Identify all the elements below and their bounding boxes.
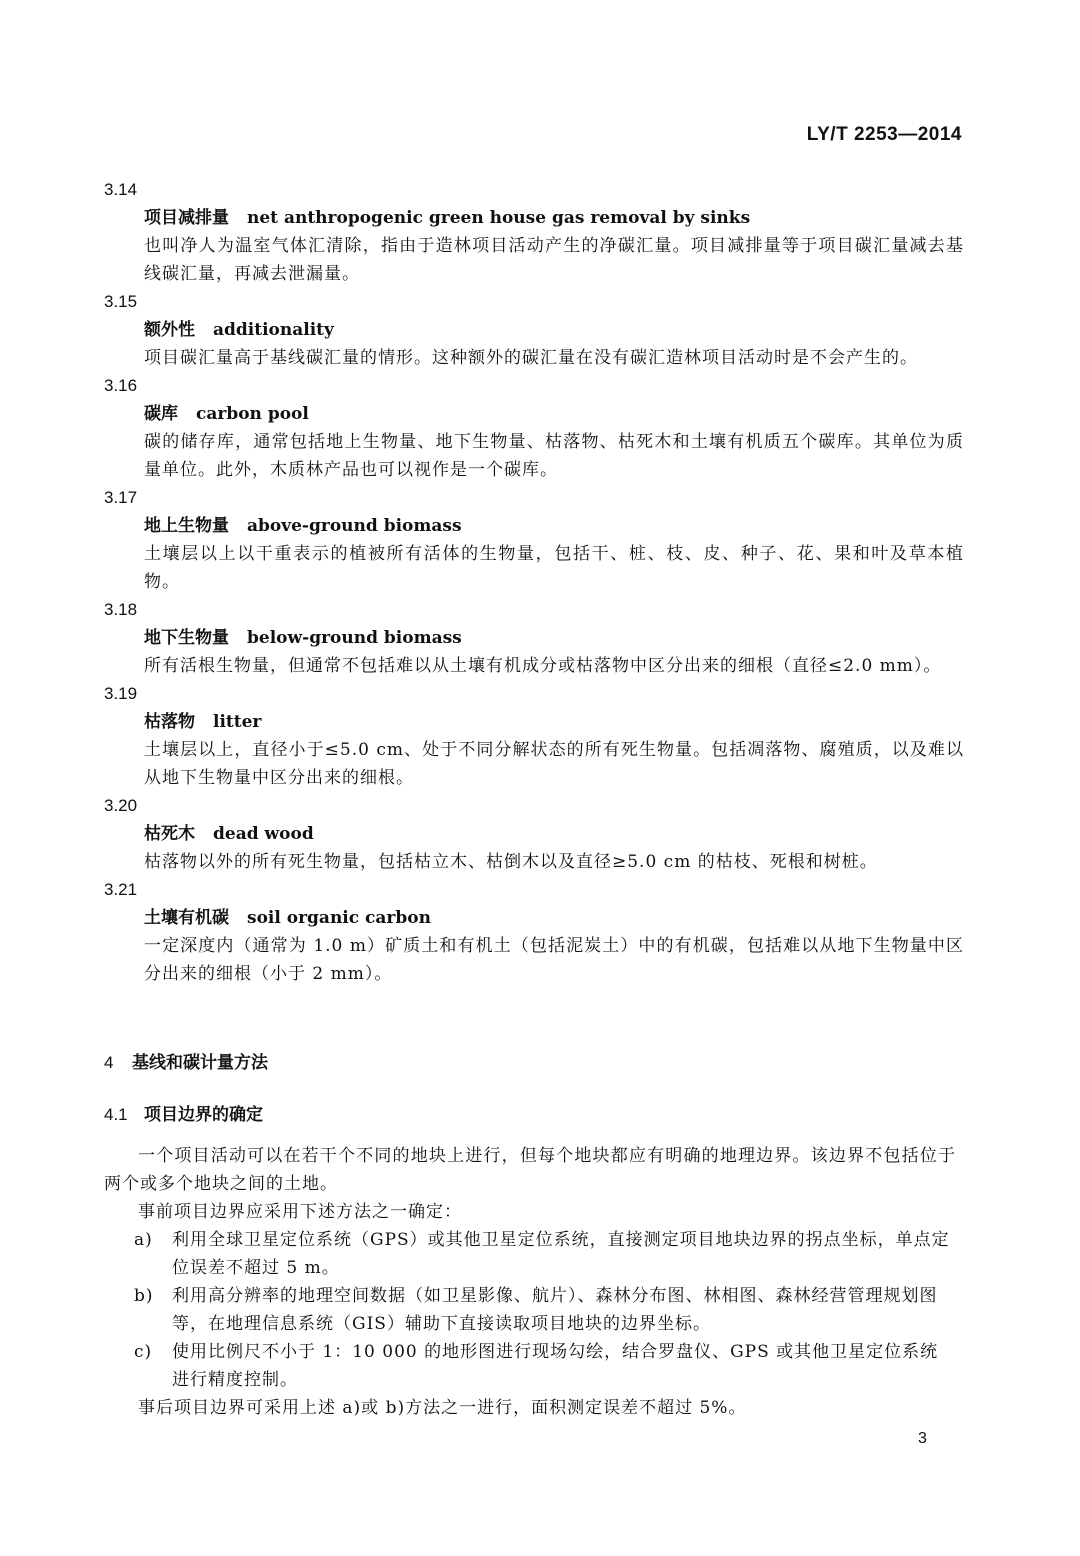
term-cn: 枯死木 [144, 824, 195, 844]
term-definition: 碳的储存库，通常包括地上生物量、地下生物量、枯落物、枯死木和土壤有机质五个碳库。其单位为质量单位。此外，木质林产品也可以视作是一个碳库。 [144, 432, 964, 480]
term-en: soil organic carbon [247, 908, 431, 928]
term-en: dead wood [213, 824, 314, 844]
term-en: carbon pool [196, 404, 309, 424]
term-number: 3.21 [104, 880, 138, 899]
section-heading-4-1 [104, 1100, 263, 1125]
term-number: 3.16 [104, 376, 138, 395]
term-en: above-ground biomass [247, 516, 462, 536]
standard-code: LY/T 2253—2014 [806, 124, 962, 145]
term-heading [104, 904, 964, 932]
section-heading-4 [104, 1048, 268, 1073]
term-heading [104, 400, 964, 428]
term-cn: 地下生物量 [144, 628, 229, 648]
term-entry [104, 596, 964, 680]
section-title: 项目边界的确定 [144, 1105, 263, 1125]
term-heading [104, 316, 964, 344]
term-number: 3.20 [104, 796, 138, 815]
term-number: 3.19 [104, 684, 138, 703]
term-definition: 枯落物以外的所有死生物量，包括枯立木、枯倒木以及直径≥5.0 cm 的枯枝、死根和树桩。 [144, 852, 878, 872]
term-number: 3.17 [104, 488, 138, 507]
list-text: 利用高分辨率的地理空间数据（如卫星影像、航片）、森林分布图、林相图、森林经营管理规划图等，在地理信息系统（GIS）辅助下直接读取项目地块的边界坐标。 [172, 1286, 938, 1334]
term-definition: 土壤层以上，直径小于≤5.0 cm、处于不同分解状态的所有死生物量。包括凋落物、腐殖质，以及难以从地下生物量中区分出来的细根。 [144, 740, 964, 788]
list-marker: c) [134, 1342, 153, 1362]
term-cn: 地上生物量 [144, 516, 229, 536]
term-heading [104, 820, 964, 848]
term-number: 3.15 [104, 292, 138, 311]
term-entry [104, 372, 964, 484]
term-heading [104, 204, 964, 232]
list-text: 利用全球卫星定位系统（GPS）或其他卫星定位系统，直接测定项目地块边界的拐点坐标，单点定位误差不超过 5 m。 [172, 1230, 950, 1278]
term-definition: 一定深度内（通常为 1.0 m）矿质土和有机土（包括泥炭土）中的有机碳，包括难以从地下生物量中区分出来的细根（小于 2 mm）。 [144, 936, 964, 984]
list-marker: a) [134, 1230, 153, 1250]
list-marker: b) [134, 1286, 154, 1306]
section-number: 4.1 [104, 1105, 128, 1124]
term-number: 3.14 [104, 180, 138, 199]
paragraph: 事后项目边界可采用上述 a)或 b)方法之一进行，面积测定误差不超过 5%。 [138, 1398, 747, 1418]
section-number: 4 [104, 1053, 114, 1072]
term-definition: 项目碳汇量高于基线碳汇量的情形。这种额外的碳汇量在没有碳汇造林项目活动时是不会产生的。 [144, 348, 918, 368]
term-entry [104, 680, 964, 792]
term-entry [104, 876, 964, 988]
term-en: net anthropogenic green house gas removal by sinks [247, 208, 751, 228]
paragraph: 事前项目边界应采用下述方法之一确定： [138, 1202, 462, 1222]
term-en: litter [213, 712, 262, 732]
section-4-1-body [104, 1142, 956, 1422]
term-entry [104, 176, 964, 288]
list-item [104, 1282, 956, 1338]
term-cn: 碳库 [144, 404, 178, 424]
term-definition: 也叫净人为温室气体汇清除，指由于造林项目活动产生的净碳汇量。项目减排量等于项目碳汇量减去基线碳汇量，再减去泄漏量。 [144, 236, 964, 284]
term-en: additionality [213, 320, 334, 340]
term-en: below-ground biomass [247, 628, 462, 648]
term-heading [104, 512, 964, 540]
term-definition: 土壤层以上以干重表示的植被所有活体的生物量，包括干、桩、枝、皮、种子、花、果和叶及草本植物。 [144, 544, 964, 592]
terms-list [104, 176, 964, 988]
list-text: 使用比例尺不小于 1：10 000 的地形图进行现场勾绘，结合罗盘仪、GPS 或其他卫星定位系统进行精度控制。 [172, 1342, 939, 1390]
term-cn: 枯落物 [144, 712, 195, 732]
term-cn: 额外性 [144, 320, 195, 340]
term-heading [104, 708, 964, 736]
term-cn: 土壤有机碳 [144, 908, 229, 928]
term-number: 3.18 [104, 600, 138, 619]
term-definition: 所有活根生物量，但通常不包括难以从土壤有机成分或枯落物中区分出来的细根（直径≤2.0 mm）。 [144, 656, 942, 676]
term-entry [104, 484, 964, 596]
paragraph: 一个项目活动可以在若干个不同的地块上进行，但每个地块都应有明确的地理边界。该边界不包括位于两个或多个地块之间的土地。 [104, 1146, 956, 1194]
list-item [104, 1226, 956, 1282]
term-cn: 项目减排量 [144, 208, 229, 228]
term-entry [104, 288, 964, 372]
page-number: 3 [918, 1430, 927, 1447]
term-heading [104, 624, 964, 652]
section-title: 基线和碳计量方法 [132, 1053, 268, 1073]
list-item [104, 1338, 956, 1394]
term-entry [104, 792, 964, 876]
